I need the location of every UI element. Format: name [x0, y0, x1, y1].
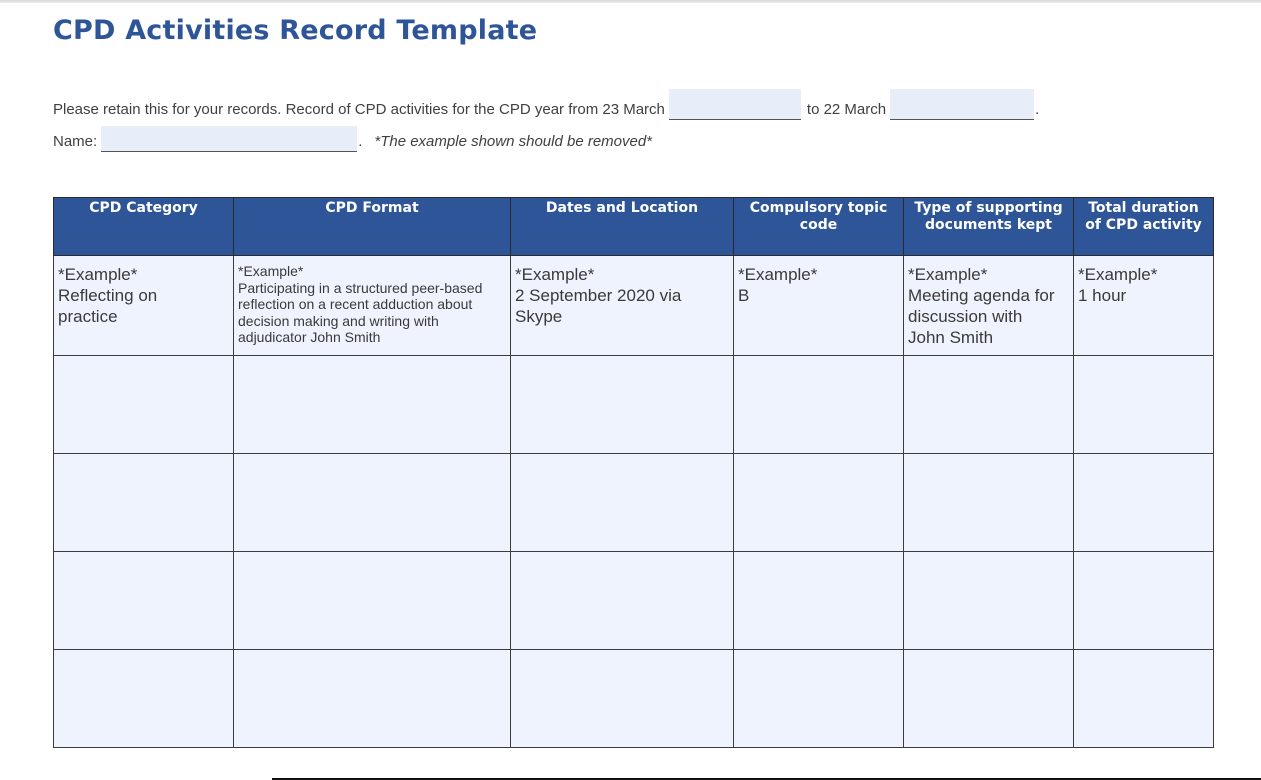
dates-location-cell[interactable]: [511, 552, 734, 650]
cell-text: *Example*: [515, 265, 595, 284]
category-cell[interactable]: [54, 650, 234, 748]
documents-cell[interactable]: [904, 356, 1074, 454]
duration-cell[interactable]: [1074, 552, 1214, 650]
table-row: [54, 454, 1214, 552]
header-total-duration: Total duration of CPD activity: [1074, 198, 1214, 256]
example-removal-note: *The example shown should be removed*: [374, 133, 653, 150]
documents-cell[interactable]: [904, 552, 1074, 650]
topic-code-cell[interactable]: [734, 356, 904, 454]
cpd-year-to-field[interactable]: [890, 89, 1034, 120]
example-category-cell[interactable]: [54, 256, 234, 356]
cell-text: practice: [58, 307, 118, 326]
intro-trailing-period: .: [1035, 101, 1040, 118]
category-cell[interactable]: [54, 356, 234, 454]
format-cell[interactable]: [234, 650, 511, 748]
table-row: [54, 356, 1214, 454]
duration-cell[interactable]: [1074, 356, 1214, 454]
cell-text: *Example*: [1078, 265, 1158, 284]
cell-text: *Example*: [738, 265, 818, 284]
intro-middle-text: to 22 March: [806, 101, 887, 118]
dates-location-cell[interactable]: [511, 356, 734, 454]
example-row: [54, 256, 1214, 356]
cell-text: John Smith: [908, 328, 994, 347]
format-cell[interactable]: [234, 356, 511, 454]
duration-cell[interactable]: [1074, 454, 1214, 552]
cpd-year-line: [53, 88, 1039, 120]
name-line: [53, 124, 652, 152]
cell-text: 2 September 2020 via: [515, 286, 682, 305]
format-cell[interactable]: [234, 552, 511, 650]
table-row: [54, 552, 1214, 650]
topic-code-cell[interactable]: [734, 454, 904, 552]
cpd-year-from-field[interactable]: [669, 89, 801, 120]
cell-text: B: [738, 286, 750, 305]
intro-text: Please retain this for your records. Record of CPD activities for the CPD year from 23 March: [53, 101, 665, 118]
example-topic-code-cell[interactable]: [734, 256, 904, 356]
cell-text: adjudicator John Smith: [238, 329, 381, 345]
topic-code-cell[interactable]: [734, 552, 904, 650]
header-cpd-format: CPD Format: [234, 198, 511, 256]
name-field[interactable]: [101, 126, 357, 152]
top-border: [0, 0, 1261, 3]
cell-text: Meeting agenda for: [908, 286, 1055, 305]
header-topic-code: Compulsory topic code: [734, 198, 904, 256]
header-supporting-documents: Type of supporting documents kept: [904, 198, 1074, 256]
cell-text: Reflecting on: [58, 286, 158, 305]
category-cell[interactable]: [54, 552, 234, 650]
category-cell[interactable]: [54, 454, 234, 552]
duration-cell[interactable]: [1074, 650, 1214, 748]
example-dates-location-cell[interactable]: [511, 256, 734, 356]
name-label: Name:: [53, 133, 98, 150]
name-trailing-period: .: [358, 133, 363, 150]
header-cpd-category: CPD Category: [54, 198, 234, 256]
example-format-cell[interactable]: [234, 256, 511, 356]
topic-code-cell[interactable]: [734, 650, 904, 748]
example-documents-cell[interactable]: [904, 256, 1074, 356]
cell-text: discussion with: [908, 307, 1023, 326]
header-dates-location: Dates and Location: [511, 198, 734, 256]
documents-cell[interactable]: [904, 650, 1074, 748]
cell-text: Skype: [515, 307, 563, 326]
cell-text: *Example*: [58, 265, 138, 284]
documents-cell[interactable]: [904, 454, 1074, 552]
example-duration-cell[interactable]: [1074, 256, 1214, 356]
cell-text: *Example*: [238, 263, 304, 279]
format-cell[interactable]: [234, 454, 511, 552]
cell-text: decision making and writing with: [238, 312, 439, 329]
cell-text: Participating in a structured peer-based: [238, 279, 483, 296]
cell-text: 1 hour: [1078, 286, 1127, 305]
table-header-row: [54, 198, 1214, 256]
cell-text: *Example*: [908, 265, 988, 284]
cell-text: reflection on a recent adduction about: [238, 296, 473, 312]
table-row: [54, 650, 1214, 748]
cpd-record-table: [53, 197, 1214, 748]
dates-location-cell[interactable]: [511, 454, 734, 552]
page-title: CPD Activities Record Template: [53, 15, 538, 46]
dates-location-cell[interactable]: [511, 650, 734, 748]
